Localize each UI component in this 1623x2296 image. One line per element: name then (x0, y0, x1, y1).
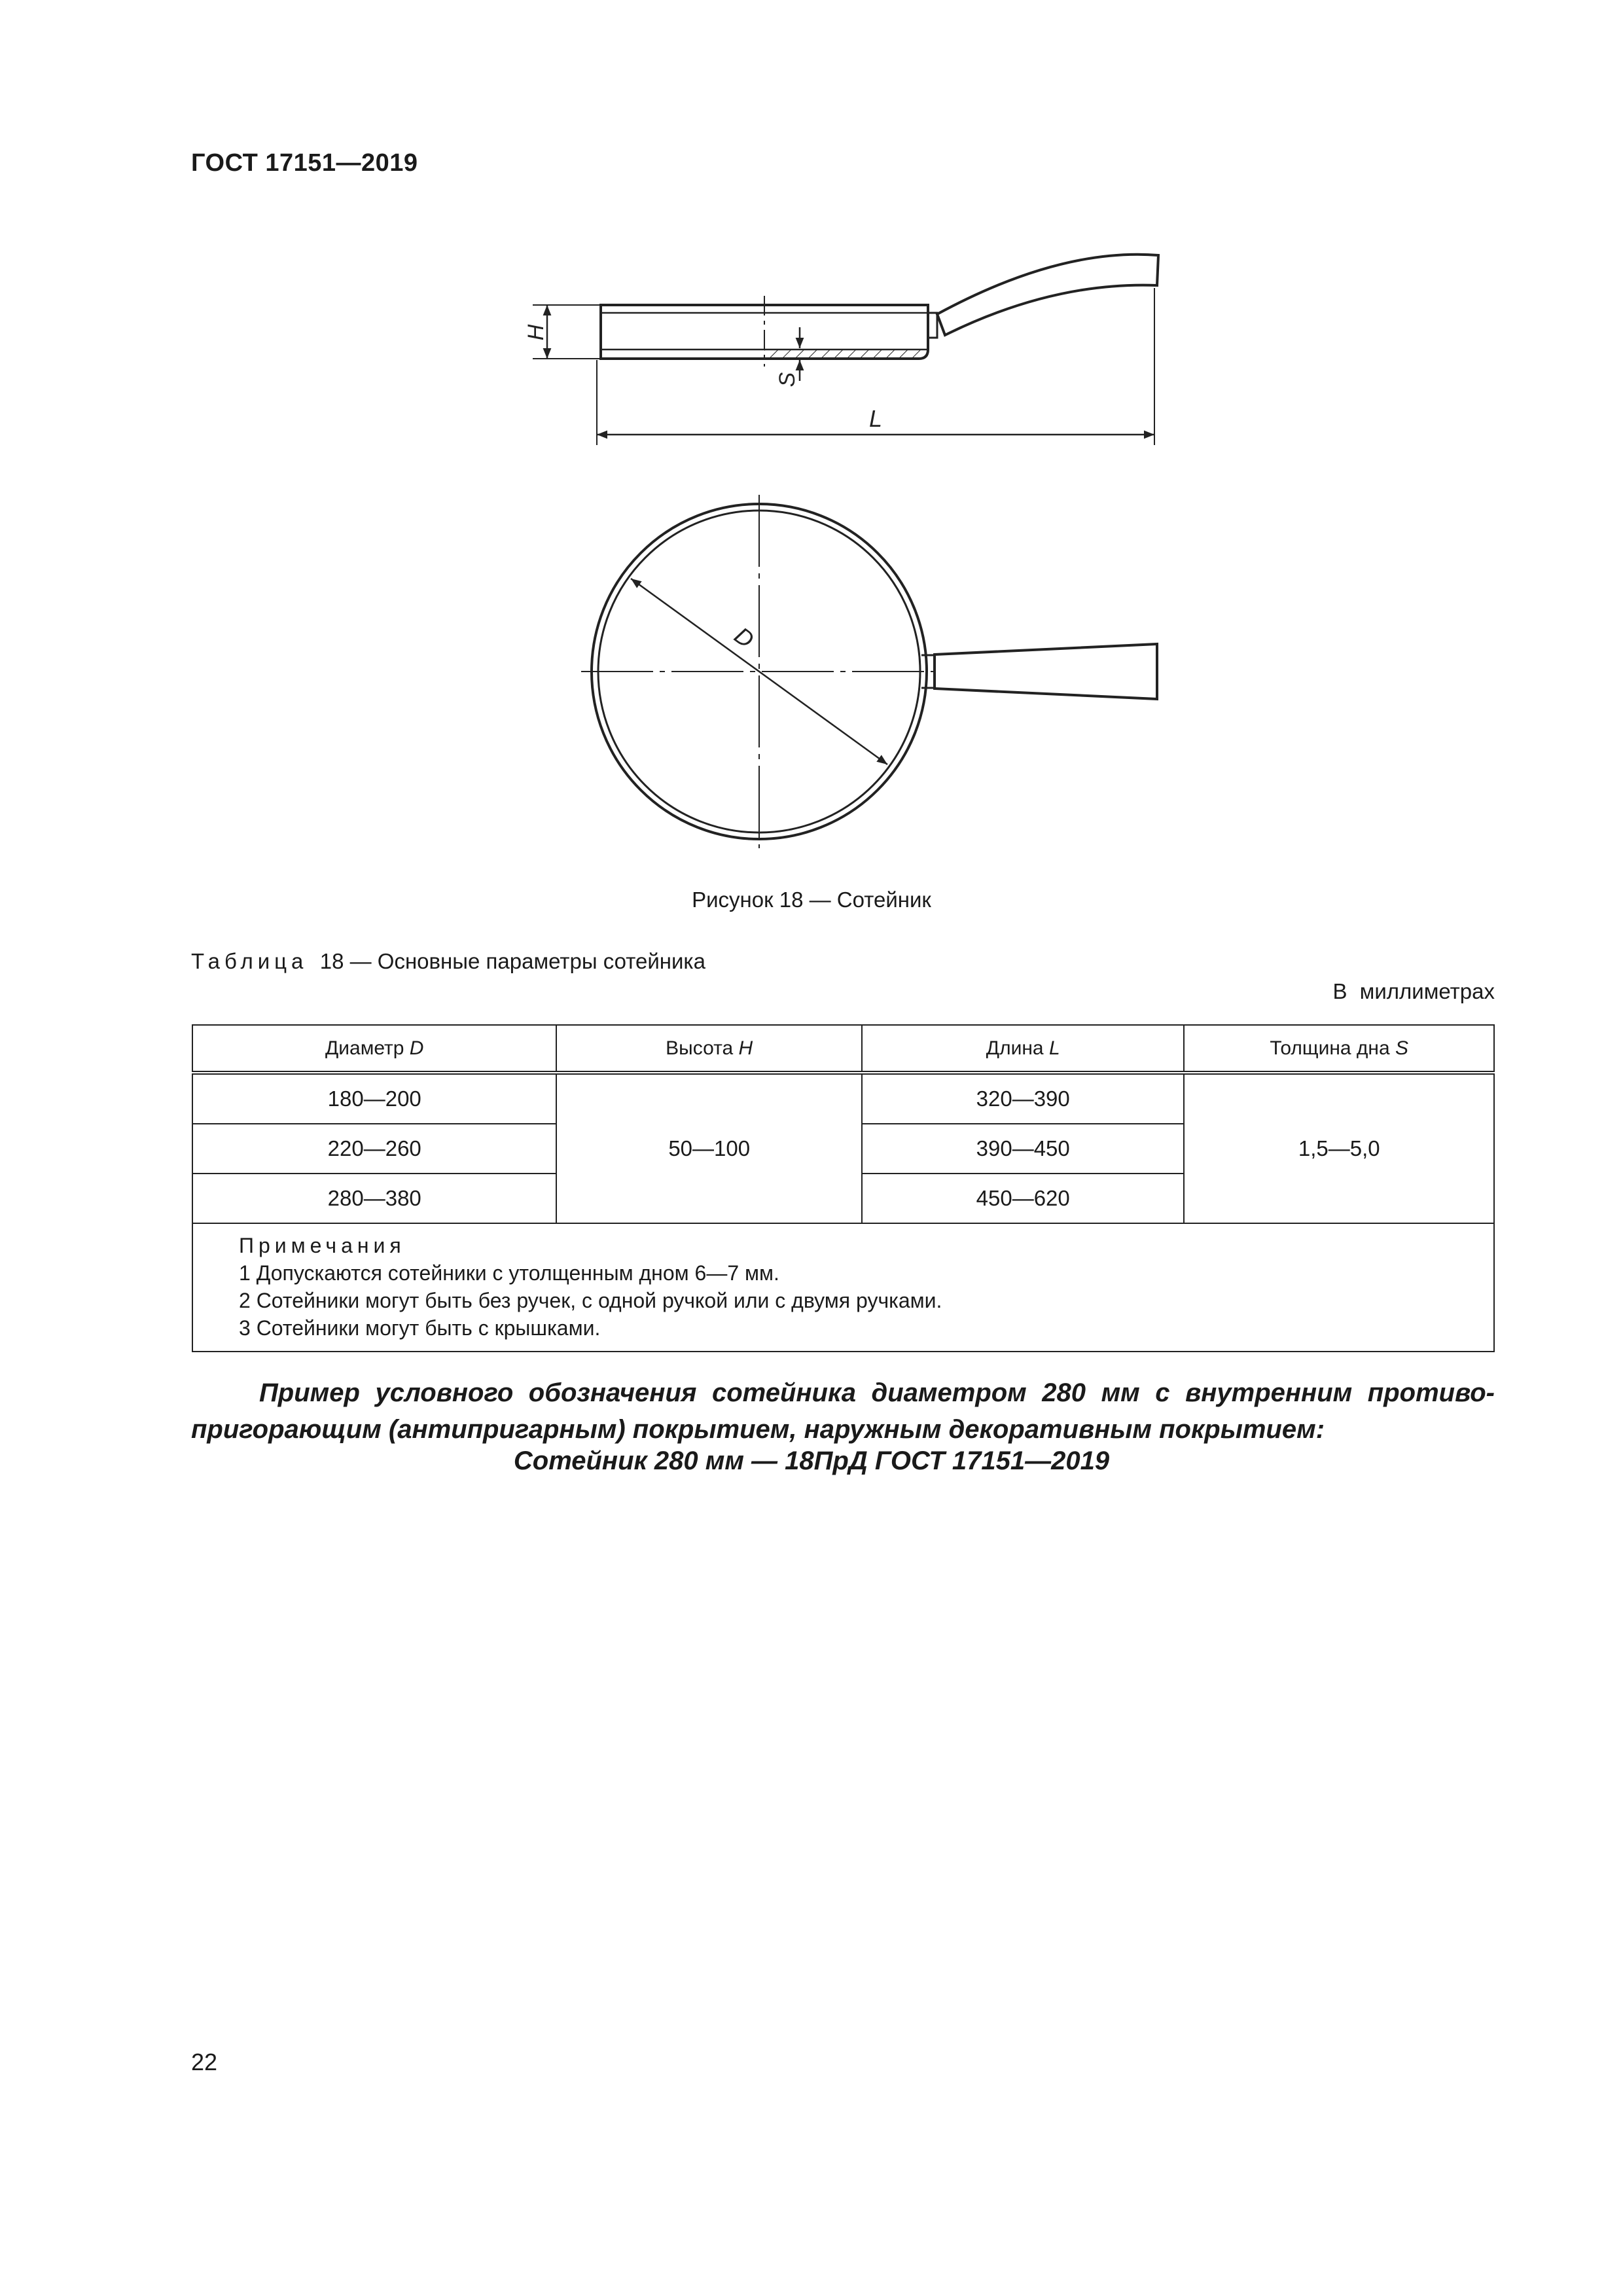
table-title (191, 949, 705, 974)
cell-thickness: 1,5—5,0 (1184, 1073, 1494, 1223)
table-label: Таблица (191, 949, 308, 973)
column-header-thickness: Толщина дна S (1184, 1025, 1494, 1073)
document-header: ГОСТ 17151—2019 (191, 149, 418, 177)
note-item: 2 Сотейники могут быть без ручек, с одной ручкой или с двумя ручками. (239, 1289, 942, 1312)
table-notes (192, 1223, 1494, 1352)
designation-code: Сотейник 280 мм — 18ПрД ГОСТ 17151—2019 (513, 1446, 1110, 1475)
note-item: 3 Сотейники могут быть с крышками. (239, 1316, 601, 1340)
cell-diameter: 220—260 (192, 1124, 556, 1174)
column-header-length: Длина L (862, 1025, 1184, 1073)
note-item: 1 Допускаются сотейники с утолщенным дном 6—7 мм. (239, 1261, 779, 1285)
page-number: 22 (191, 2049, 218, 2075)
cell-diameter: 180—200 (192, 1073, 556, 1124)
cell-length: 450—620 (862, 1174, 1184, 1223)
table-units: В миллиметрах (1332, 979, 1495, 1003)
top-view (581, 495, 1157, 848)
dim-label-h: H (524, 324, 548, 341)
dim-label-l: L (868, 405, 883, 432)
designation-example: Пример условного обозначения сотейника диаметром 280 мм с внутренним противо-пригорающим (антипригарным) покрытием, наружным декоративным покрытием: (191, 1378, 1495, 1444)
figure-caption: Рисунок 18 — Сотейник (692, 888, 931, 912)
dim-label-d: D (729, 621, 759, 654)
notes-title: Примечания (239, 1234, 406, 1257)
cell-length: 390—450 (862, 1124, 1184, 1174)
cell-length: 320—390 (862, 1073, 1184, 1124)
table-notes-row (192, 1223, 1494, 1352)
saute-pan-drawing (0, 0, 1623, 877)
table-row (192, 1073, 1494, 1124)
cell-diameter: 280—380 (192, 1174, 556, 1223)
parameters-table (192, 1024, 1495, 1352)
column-header-height: Высота H (556, 1025, 862, 1073)
column-header-diameter: Диаметр D (192, 1025, 556, 1073)
side-view (533, 255, 1158, 445)
cell-height: 50—100 (556, 1073, 862, 1223)
table-title-text: 18 — Основные параметры сотейника (319, 949, 705, 973)
dim-label-s: S (775, 372, 800, 387)
